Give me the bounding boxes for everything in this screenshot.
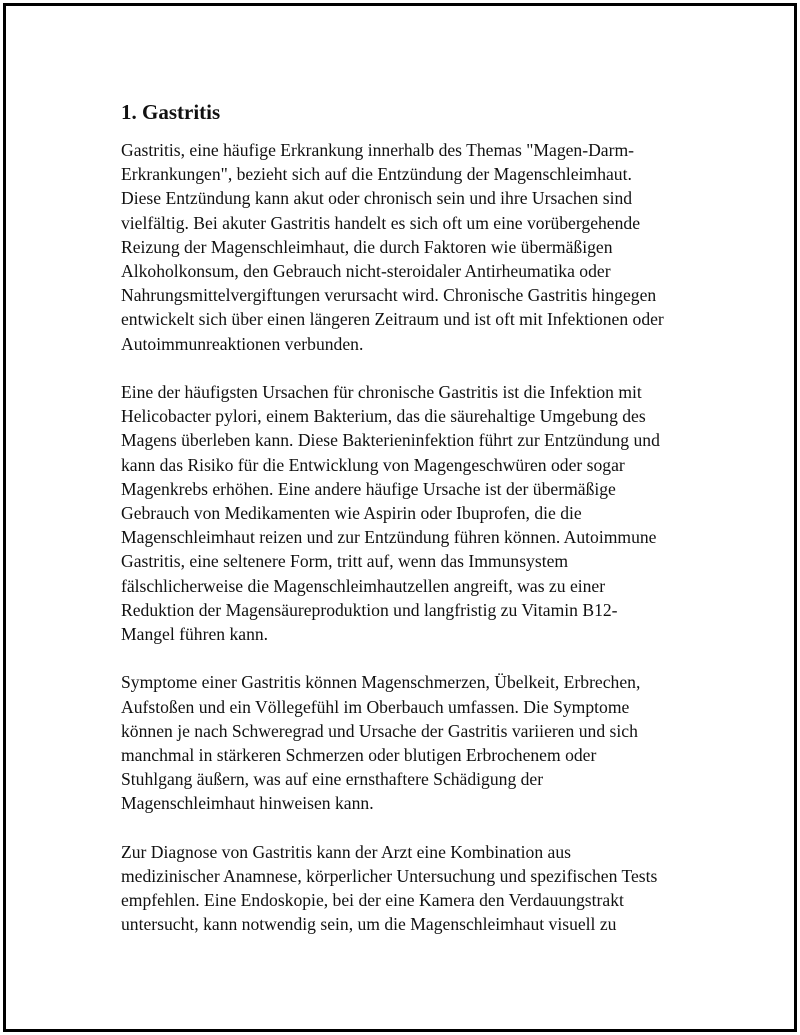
section-heading: 1. Gastritis xyxy=(121,100,221,124)
document-body xyxy=(121,98,721,961)
page-frame xyxy=(3,3,797,1032)
paragraph-diagnosis: Zur Diagnose von Gastritis kann der Arzt eine Kombination aus medizinischer Anamnese, körperlicher Untersuchung und spezifischen Tests empfehlen. Eine Endoskopie, bei der eine Kamera den Verdauungstrakt untersucht, kann notwendig sein, um die Magenschleimhaut visuell zu xyxy=(121,841,658,935)
paragraph-causes: Eine der häufigsten Ursachen für chronische Gastritis ist die Infektion mit Helicobacter pylori, einem Bakterium, das die säurehaltige Umgebung des Magens überleben kann. Diese Bakterieninfektion führt zur Entzündung und kann das Risiko für die Entwicklung von Magengeschwüren oder sogar Magenkrebs erhöhen. Eine andere häufige Ursache ist der übermäßige Gebrauch von Medikamenten wie Aspirin oder Ibuprofen, die die Magenschleimhaut reizen und zur Entzündung führen können. Autoimmune Gastritis, eine seltenere Form, tritt auf, wenn das Immunsystem fälschlicherweise die Magenschleimhautzellen angreift, was zu einer Reduktion der Magensäureproduktion und langfristig zu Vitamin B12- Mangel führen kann. xyxy=(121,382,660,645)
paragraph-symptoms: Symptome einer Gastritis können Magenschmerzen, Übelkeit, Erbrechen, Aufstoßen und ein Völlegefühl im Oberbauch umfassen. Die Symptome können je nach Schweregrad und Ursache der Gastritis variieren und sich manchmal in stärkeren Schmerzen oder blutigen Erbrochenem oder Stuhlgang äußern, was auf eine ernsthaftere Schädigung der Magenschleimhaut hinweisen kann. xyxy=(121,672,641,814)
paragraph-overview: Gastritis, eine häufige Erkrankung innerhalb des Themas "Magen-Darm- Erkrankungen", bezieht sich auf die Entzündung der Magenschleimhaut. Diese Entzündung kann akut oder chronisch sein und ihre Ursachen sind vielfältig. Bei akuter Gastritis handelt es sich oft um eine vorübergehende Reizung der Magenschleimhaut, die durch Faktoren wie übermäßigen Alkoholkonsum, den Gebrauch nicht-steroidaler Antirheumatika oder Nahrungsmittelvergiftungen verursacht wird. Chronische Gastritis hingegen entwickelt sich über einen längeren Zeitraum und ist oft mit Infektionen oder Autoimmunreaktionen verbunden. xyxy=(121,140,664,354)
